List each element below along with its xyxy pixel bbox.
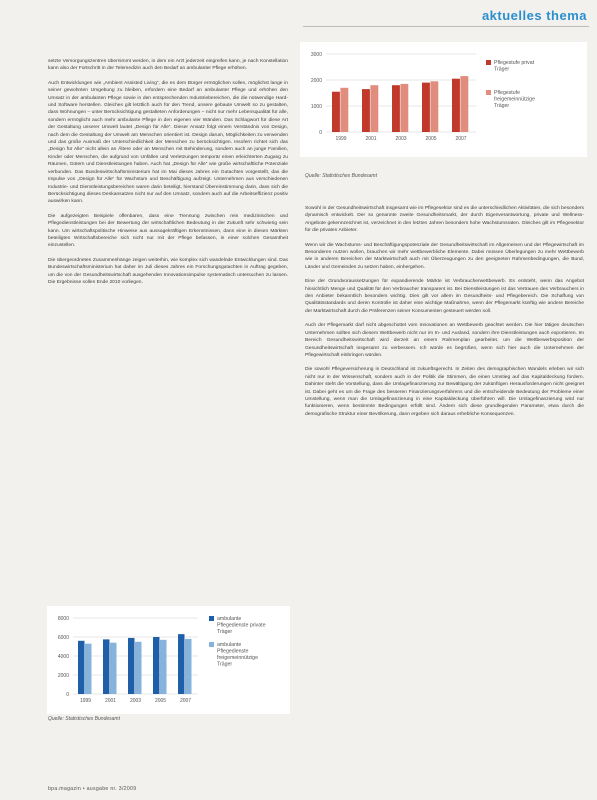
x-tick-label: 2001 [104,698,117,704]
section-header: aktuelles thema [481,8,587,23]
x-tick-label: 1999 [335,136,347,142]
left-column [48,58,288,293]
header-rule [303,26,589,27]
bar [430,81,438,132]
x-tick-label: 2003 [129,698,142,704]
legend-label: ambulante Pflegedienste freigemeinnützige Träger [217,642,258,668]
footer: bpa.magazin • ausgabe nr. 3/2009 [48,786,137,792]
bar [452,79,460,132]
caption-top: Quelle: Statistisches Bundesamt [305,173,377,179]
chart-top [300,42,587,157]
legend-swatch [486,60,491,65]
x-tick-label: 2007 [179,698,192,704]
y-tick-label: 4000 [57,653,69,660]
bar [370,85,378,132]
legend-label: Pflegestufe freigemeinnützige Träger [494,90,535,109]
x-tick-label: 2003 [395,136,407,142]
paragraph: Eine der Grundvoraussetzungen für expandierende Märkte ist Verbraucherwettbewerb. Es entsteht, wenn das Angebot hinsichtlich Menge und Qualität für den Verbraucher transparent ist. Bei Dienstleistungen ist das Vertrauen des Verbrauchers in den Anbieter bekanntlich besonders wichtig. Dies gilt vor allem im Gesundheits- und Pflegebereich. Die Schaffung von Qualitätsstandards und deren Kontrolle ist daher eine wichtige Maßnahme, wenn der Pflegemarkt künftig wie andere Bereiche der Marktwirtschaft durch die Präferenzen seiner Konsumenten gesteuert werden soll. [305,279,584,314]
bar [178,634,185,694]
bar [110,643,117,694]
legend-swatch [486,90,491,95]
paragraph: Die aufgezeigten Beispiele offenbaren, dass eine Trennung zwischen rein medizinischen und Pflegedienstleistungen bei der Bewertung der wirtschaftlichen Bedeutung in der Zukunft sehr schwierig sein kann. Um wirtschaftspolitische Hinweise aus aussagekräftigen Erkenntnissen, dann eine in diesen Märkten beteiligten Wirtschaftsbereiche sich nicht nur mit der Pflege befassen, in einer solchen Gesamtheit einzustellen. [48,213,288,249]
y-tick-label: 2000 [57,672,69,679]
chart-bottom [47,606,290,714]
paragraph: Sowohl in der Gesundheitswirtschaft insgesamt wie im Pflegesektor sind es die unterschiedlichen Aktivitäten, die sich besonders dynamisch entwickelt. Der so genannte zweite Gesundheitsmarkt, der durch Eigenverantwortung, private und Wellness-Angebote gekennzeichnet ist, verzeichnet in den letzten Jahren besonders hohe Wachstumsraten. Gleiches gilt im Pflegesektor für die privaten Anbieter. [305,206,584,234]
x-tick-label: 2005 [425,136,437,142]
bar [362,89,370,132]
bar-chart-top [300,42,587,157]
bar-chart-bottom [47,606,290,714]
bar [160,640,167,694]
y-tick-label: 3000 [310,51,322,58]
y-tick-label: 0 [319,129,322,136]
bar [135,642,142,694]
legend-label: Pflegestufe privat Träger [494,60,535,73]
paragraph: Auch der Pflegemarkt darf nicht abgeschottet vom Innovationen an Wettbewerb geachtet werden. Die hier tätigen deutschen Unternehmen sollten sich diesem Wettbewerb nicht nur im In- und Ausland, sondern ihre Dienstleistungen auch exportieren. Im Bereich Gesundheitswirtschaft wird derzeit an einem Rahmenplan gearbeitet, um die Wettbewerbsposition der Gesundheitswirtschaft insgesamt zu verbessern. Ich würde es begrüßen, wenn sich hier auch die Unternehmen der Pflegewirtschaft einbringen würden. [305,323,584,358]
caption-bottom: Quelle: Statistisches Bundesamt [48,716,120,722]
bar [78,641,85,694]
bar [103,639,110,694]
paragraph: Die übergeordneten Zusammenhänge zeigen weiterhin, wie komplex sich wandelnde Entwicklungen sind. Das Bundeswirtschaftsministerium hat daher im Juli dieses Jahres ein Forschungsgutachten in Auftrag gegeben, um die von der Gesundheitswirtschaft ausgehenden Innovationsimpulse systematisch untersuchen zu lassen. Die Ergebnisse sollen Ende 2010 vorliegen. [48,257,288,285]
x-tick-label: 2007 [455,136,467,142]
bar [85,644,92,694]
y-tick-label: 0 [66,691,69,698]
paragraph: Auch Entwicklungen wie „Ambient Assisted Living“, die es dem Bürger ermöglichen sollen, möglichst lange in seiner gewohnten Umgebung zu bleiben, erfordern eine Bedarf an ambulanter Pflege und erhöhen den Umsatz in der ambulanten Pflege sowie in den entsprechenden Industriebereichen, die die notwendige Hard- und Software herstellen. Gleiches gilt letztlich auch für den Trend, unsere gebaute Umwelt so zu gestalten, dass Wohnungen – unter Berücksichtigung gestalteten Anforderungen – nicht nur mehr Lebensqualität für alle, sondern ermöglicht auch mehr ambulante Pflege in den eigenen vier Wänden. Das Schlagwort für diese Art der Gestaltung unserer Umwelt lautet „Design für Alle“. Dieser Ansatz folgt einem Verständnis von Design, nach dem die Gestaltung der Umwelt am Menschen orientiert ist. Design darum, Möglichkeiten zu verwenden und das große Ausmaß der Unterschiedlichkeit der Menschen zu berücksichtigen. Insofern richtet sich das „Design für Alle“ nicht allein an Ältere oder an Menschen mit Behinderung, sondern auch an junge Familien, Kinder oder Menschen, die aufgrund von Unfällen und Verletzungen temporär einen erleichterten Zugang zu Räumen, Gütern und Dienstleistungen haben. Auch hat „Design für Alle“ wie große wirtschaftliche Potenziale verbunden. Das Bundeswirtschaftsministerium hat im Mai dieses Jahres ein Gutachten vorgestellt, das die Impulse von „Design für Alle“ für Wachstum und Beschäftigung aufzeigt. Unternehmen aus verschiedenen Industrie- und Dienstleistungsbereichen waren darin beteiligt, hierstand Übereinstimmung darin, dass sich die Berücksichtigung dieses Denkansatzes nicht nur auf den Umsatz, sondern auch auf die Arbeitseffizienz positiv auswirken kann. [48,80,288,205]
bar [153,637,160,694]
bar [332,92,340,132]
bar [460,76,468,132]
x-tick-label: 2001 [365,136,377,142]
bar [185,639,192,694]
bar [392,85,400,132]
paragraph: Die sowohl Pflegeversicherung in Deutschland ist zukunftsgerecht. In Zeiten des demographischen Wandels erleben wir sich nicht nur in der Wissenschaft, sondern auch in der Politik die Stimmen, die einen Umstieg auf das Kapitaldeckung fordern. Dahinter steht die Vorstellung, dass die Umlagefinanzierung zur Bewältigung der zukünftigen Herausforderungen nicht geeignet ist. Dabei geht es um die Frage des besseren Finanzierungsverfahrens und die entscheidende Bedeutung der Probleme einer Umstellung, wenn man die Umlagefinanzierung in eine Kapitaldeckung überführen will. Die Umlagefinanzierung wird nur funktionieren, wenn bestimmte Bedingungen erfüllt sind. Ändern sich diese grundlegenden Parameter, etwa durch die demografische Struktur einer Bevölkerung, dann ergeben sich daraus erhebliche Konsequenzen. [305,367,584,417]
paragraph: setzte Versorgungszentren übernimmt werden, in dem ein Arzt jederzeit eingreifen kann, je nach Konstellation kann also der Fortschritt in der Telemedizin auch den Bedarf an ambulanter Pflege erhöhen. [48,59,288,72]
y-tick-label: 8000 [57,615,69,622]
legend-swatch [209,642,214,647]
y-tick-label: 1000 [310,103,322,110]
y-tick-label: 2000 [310,77,322,84]
x-tick-label: 2005 [154,698,167,704]
bar [400,84,408,132]
bar [128,638,135,694]
legend-swatch [209,616,214,621]
right-column [305,205,584,425]
paragraph: Wenn wir die Wachstums- und Beschäftigungspotenziale der Gesundheitswirtschaft im Allgemeinen und der Pflegewirtschaft im Besonderen nutzen wollen, brauchen wir mehr wettbewerbliche Elemente. Dabei müssen Überlegungen zu mehr Wettbewerb wie in anderen Bereichen der Marktwirtschaft auch mit Überzeugungen zu den geeigneten Rahmenbedingungen, die Bund, Länder und Gemeinden zu setzen haben, einhergehen. [305,242,584,270]
bar [422,83,430,132]
legend-label: ambulante Pflegedienste private Träger [217,616,266,635]
bar [340,88,348,132]
x-tick-label: 1999 [79,698,92,704]
y-tick-label: 6000 [57,634,69,641]
